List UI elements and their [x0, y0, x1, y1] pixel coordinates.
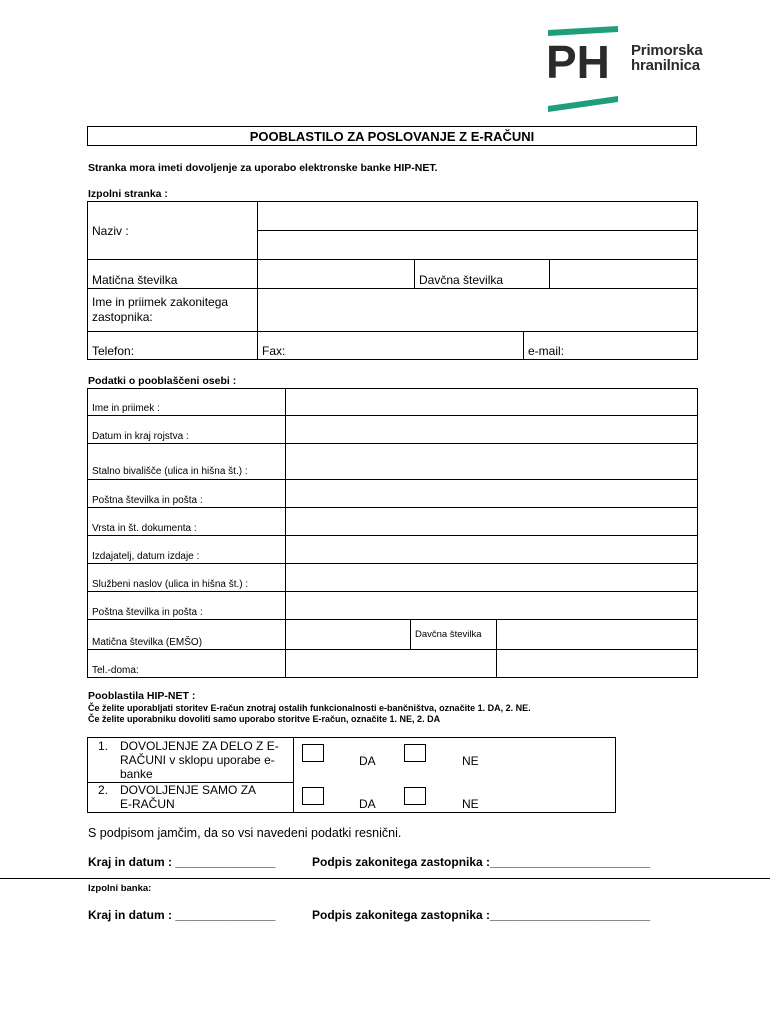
auth-row-field[interactable] — [286, 389, 698, 416]
auth-row-label: Poštna številka in pošta : — [88, 480, 286, 508]
auth-row-label: Ime in priimek : — [88, 389, 286, 416]
naziv-field-1[interactable] — [258, 202, 698, 231]
auth-row-field[interactable] — [286, 480, 698, 508]
client-place-date[interactable]: Kraj in datum : _______________ — [88, 855, 276, 869]
option-2-da-label: DA — [359, 796, 376, 811]
authorized-section-heading: Podatki o pooblaščeni osebi : — [88, 375, 237, 387]
auth-row-label: Datum in kraj rojstva : — [88, 416, 286, 444]
section-divider — [0, 878, 770, 879]
auth-row-field[interactable] — [286, 416, 698, 444]
emso-label: Matična številka (EMŠO) — [88, 620, 286, 650]
bank-section-heading: Izpolni banka: — [88, 883, 152, 894]
davcna-label: Davčna številka — [415, 260, 550, 289]
permissions-instruction-1: Če želite uporabljati storitev E-račun znotraj ostalih funkcionalnosti e-bančništva, označite 1. DA, 2. NE. — [88, 703, 531, 713]
permissions-heading: Pooblastila HIP-NET : — [88, 690, 196, 702]
permissions-instruction-2: Če želite uporabniku dovoliti samo uporabo storitve E-račun, označite 1. NE, 2. DA — [88, 714, 441, 724]
logo-wordmark — [631, 43, 703, 73]
fax-label: Fax: — [262, 344, 286, 358]
naziv-label: Naziv : — [88, 202, 258, 260]
option-1-choices — [294, 738, 616, 783]
client-signature[interactable]: Podpis zakonitega zastopnika :________________________ — [312, 855, 651, 869]
naziv-field-2[interactable] — [258, 231, 698, 260]
emso-field[interactable] — [286, 620, 411, 650]
option-1-ne-label: NE — [462, 754, 479, 768]
declaration-text: S podpisom jamčim, da so vsi navedeni podatki resnični. — [88, 826, 402, 840]
option-text: DOVOLJENJE ZA DELO Z E-RAČUNI v sklopu uporabe e-banke — [120, 739, 279, 781]
email-label: e-mail: — [528, 344, 565, 358]
option-1-ne-checkbox[interactable] — [404, 744, 426, 762]
auth-davcna-field[interactable] — [497, 620, 698, 650]
auth-row-field[interactable] — [286, 444, 698, 480]
primorska-hranilnica-logo-mark — [546, 26, 622, 112]
telefon-label[interactable]: Telefon: — [88, 332, 258, 360]
maticna-label: Matična številka — [88, 260, 258, 289]
bank-place-date[interactable]: Kraj in datum : _______________ — [88, 908, 276, 922]
davcna-field[interactable] — [550, 260, 698, 289]
option-2-ne-checkbox[interactable] — [404, 787, 426, 805]
auth-row-field[interactable] — [286, 564, 698, 592]
option-1-da-label: DA — [359, 754, 376, 768]
client-table — [87, 201, 698, 360]
fax-field[interactable] — [258, 332, 524, 360]
auth-row-field[interactable] — [286, 536, 698, 564]
email-field[interactable] — [524, 332, 698, 360]
maticna-field[interactable] — [258, 260, 415, 289]
logo-mark-text: PH — [546, 36, 610, 88]
zastopnik-field[interactable] — [258, 289, 698, 332]
auth-davcna-label: Davčna številka — [411, 620, 497, 650]
tel-extra-field[interactable] — [497, 650, 698, 678]
authorized-table — [87, 388, 698, 678]
bank-signature[interactable]: Podpis zakonitega zastopnika :________________________ — [312, 908, 651, 922]
logo-line-1: Primorska — [631, 42, 703, 59]
zastopnik-label: Ime in priimek zakonitega zastopnika: — [88, 289, 258, 332]
option-2-ne-label: NE — [462, 796, 479, 811]
option-2-choices — [294, 783, 616, 813]
hipnet-notice: Stranka mora imeti dovoljenje za uporabo elektronske banke HIP-NET. — [88, 162, 438, 174]
auth-row-label: Službeni naslov (ulica in hišna št.) : — [88, 564, 286, 592]
permissions-table — [87, 737, 616, 813]
auth-row-label: Poštna številka in pošta : — [88, 592, 286, 620]
logo-line-2: hranilnica — [631, 57, 700, 74]
option-1-da-checkbox[interactable] — [302, 744, 324, 762]
auth-row-field[interactable] — [286, 508, 698, 536]
option-2-label — [88, 783, 294, 813]
option-1-label — [88, 738, 294, 783]
auth-row-label: Stalno bivališče (ulica in hišna št.) : — [88, 444, 286, 480]
tel-doma-label: Tel.-doma: — [88, 650, 286, 678]
auth-row-label: Vrsta in št. dokumenta : — [88, 508, 286, 536]
option-number: 2. — [98, 783, 109, 797]
auth-row-field[interactable] — [286, 592, 698, 620]
tel-doma-field[interactable] — [286, 650, 497, 678]
auth-row-label: Izdajatelj, datum izdaje : — [88, 536, 286, 564]
option-text: DOVOLJENJE SAMO ZA E-RAČUN — [120, 783, 256, 811]
document-title: POOBLASTILO ZA POSLOVANJE Z E-RAČUNI — [87, 126, 697, 146]
option-2-da-checkbox[interactable] — [302, 787, 324, 805]
client-section-heading: Izpolni stranka : — [88, 188, 168, 200]
option-number: 1. — [98, 739, 109, 753]
